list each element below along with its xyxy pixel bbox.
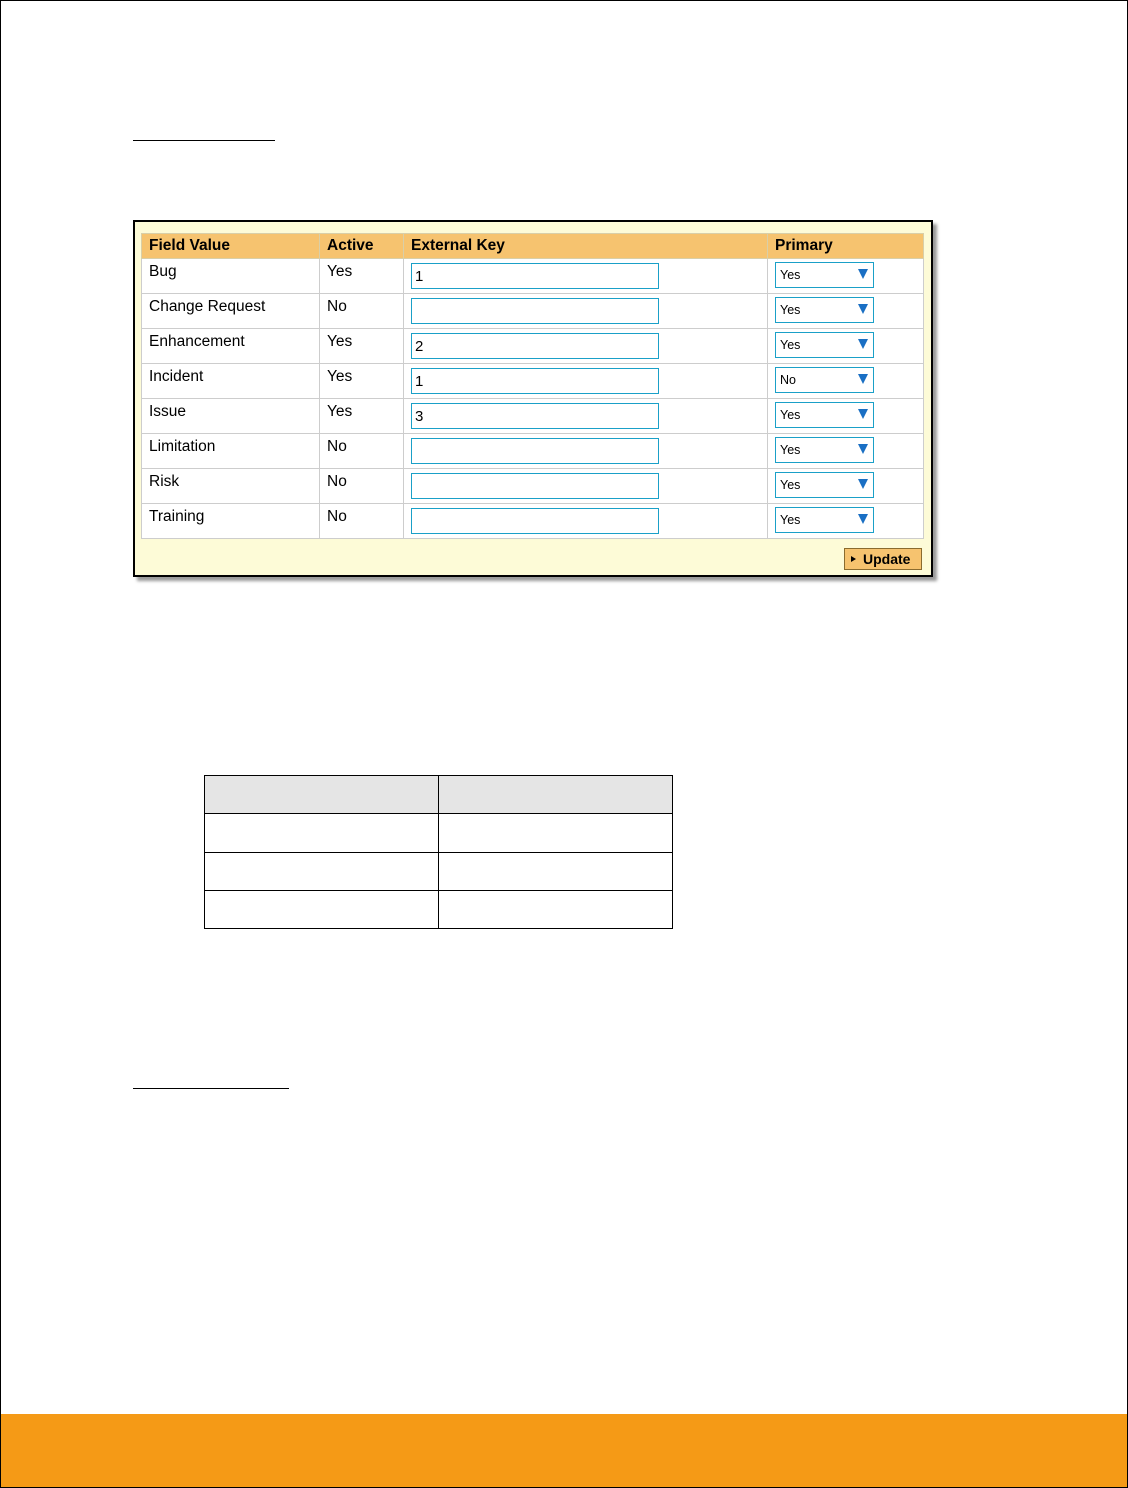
primary-select-value: Yes: [780, 338, 801, 352]
external-key-input[interactable]: 1: [411, 263, 659, 289]
external-key-input[interactable]: 2: [411, 333, 659, 359]
dropdown-arrow-icon[interactable]: [858, 479, 868, 489]
dropdown-arrow-icon[interactable]: [858, 409, 868, 419]
active-cell: No: [327, 438, 347, 455]
section-heading-underline: [133, 1088, 289, 1089]
footer-bar: [1, 1414, 1127, 1487]
column-header-external-key: External Key: [404, 234, 768, 259]
field-value-cell: Enhancement: [149, 333, 245, 350]
header-row: [142, 234, 924, 259]
table-row: [142, 329, 924, 364]
table-row: [205, 852, 673, 890]
primary-select-value: Yes: [780, 303, 801, 317]
section-heading-underline: [133, 140, 275, 141]
table-row: [205, 890, 673, 928]
column-header-primary: Primary: [768, 234, 924, 259]
field-value-cell: Issue: [149, 403, 187, 420]
table-row: [205, 814, 673, 852]
update-button[interactable]: [844, 548, 922, 570]
active-cell: Yes: [327, 263, 353, 280]
active-cell: No: [327, 508, 347, 525]
external-key-input[interactable]: [411, 438, 659, 464]
field-values-screenshot: [133, 220, 933, 577]
external-key-input[interactable]: [411, 508, 659, 534]
dropdown-arrow-icon[interactable]: [858, 444, 868, 454]
active-cell: Yes: [327, 333, 353, 350]
primary-select-value: Yes: [780, 268, 801, 282]
primary-select-value: Yes: [780, 408, 801, 422]
primary-select[interactable]: [775, 402, 874, 428]
active-cell: Yes: [327, 403, 353, 420]
table-row: [142, 399, 924, 434]
play-arrow-icon: [851, 556, 856, 562]
field-value-cell: Training: [149, 508, 205, 525]
table-row: [142, 434, 924, 469]
column-header-field-value: Field Value: [142, 234, 320, 259]
primary-select[interactable]: [775, 367, 874, 393]
update-button-label: Update: [863, 551, 911, 567]
dropdown-arrow-icon[interactable]: [858, 269, 868, 279]
primary-select-value: Yes: [780, 443, 801, 457]
field-values-table: [141, 233, 924, 539]
dropdown-arrow-icon[interactable]: [858, 304, 868, 314]
external-key-input[interactable]: [411, 473, 659, 499]
active-cell: No: [327, 298, 347, 315]
primary-select-value: No: [780, 373, 796, 387]
field-value-cell: Bug: [149, 263, 177, 280]
dropdown-arrow-icon[interactable]: [858, 374, 868, 384]
primary-select[interactable]: [775, 332, 874, 358]
table-row: [142, 504, 924, 539]
primary-select[interactable]: [775, 507, 874, 533]
active-cell: No: [327, 473, 347, 490]
table-row: [142, 259, 924, 294]
table-header-row: [205, 776, 673, 814]
field-value-cell: Limitation: [149, 438, 216, 455]
table-row: [142, 469, 924, 504]
dropdown-arrow-icon[interactable]: [858, 514, 868, 524]
primary-select-value: Yes: [780, 478, 801, 492]
blank-mapping-table: [204, 775, 673, 929]
field-value-cell: Risk: [149, 473, 180, 490]
column-header-active: Active: [320, 234, 404, 259]
field-value-cell: Incident: [149, 368, 204, 385]
dropdown-arrow-icon[interactable]: [858, 339, 868, 349]
primary-select[interactable]: [775, 437, 874, 463]
primary-select[interactable]: [775, 262, 874, 288]
table-row: [142, 294, 924, 329]
field-value-cell: Change Request: [149, 298, 266, 315]
primary-select[interactable]: [775, 297, 874, 323]
active-cell: Yes: [327, 368, 353, 385]
external-key-input[interactable]: 3: [411, 403, 659, 429]
external-key-input[interactable]: 1: [411, 368, 659, 394]
external-key-input[interactable]: [411, 298, 659, 324]
primary-select[interactable]: [775, 472, 874, 498]
primary-select-value: Yes: [780, 513, 801, 527]
table-row: [142, 364, 924, 399]
